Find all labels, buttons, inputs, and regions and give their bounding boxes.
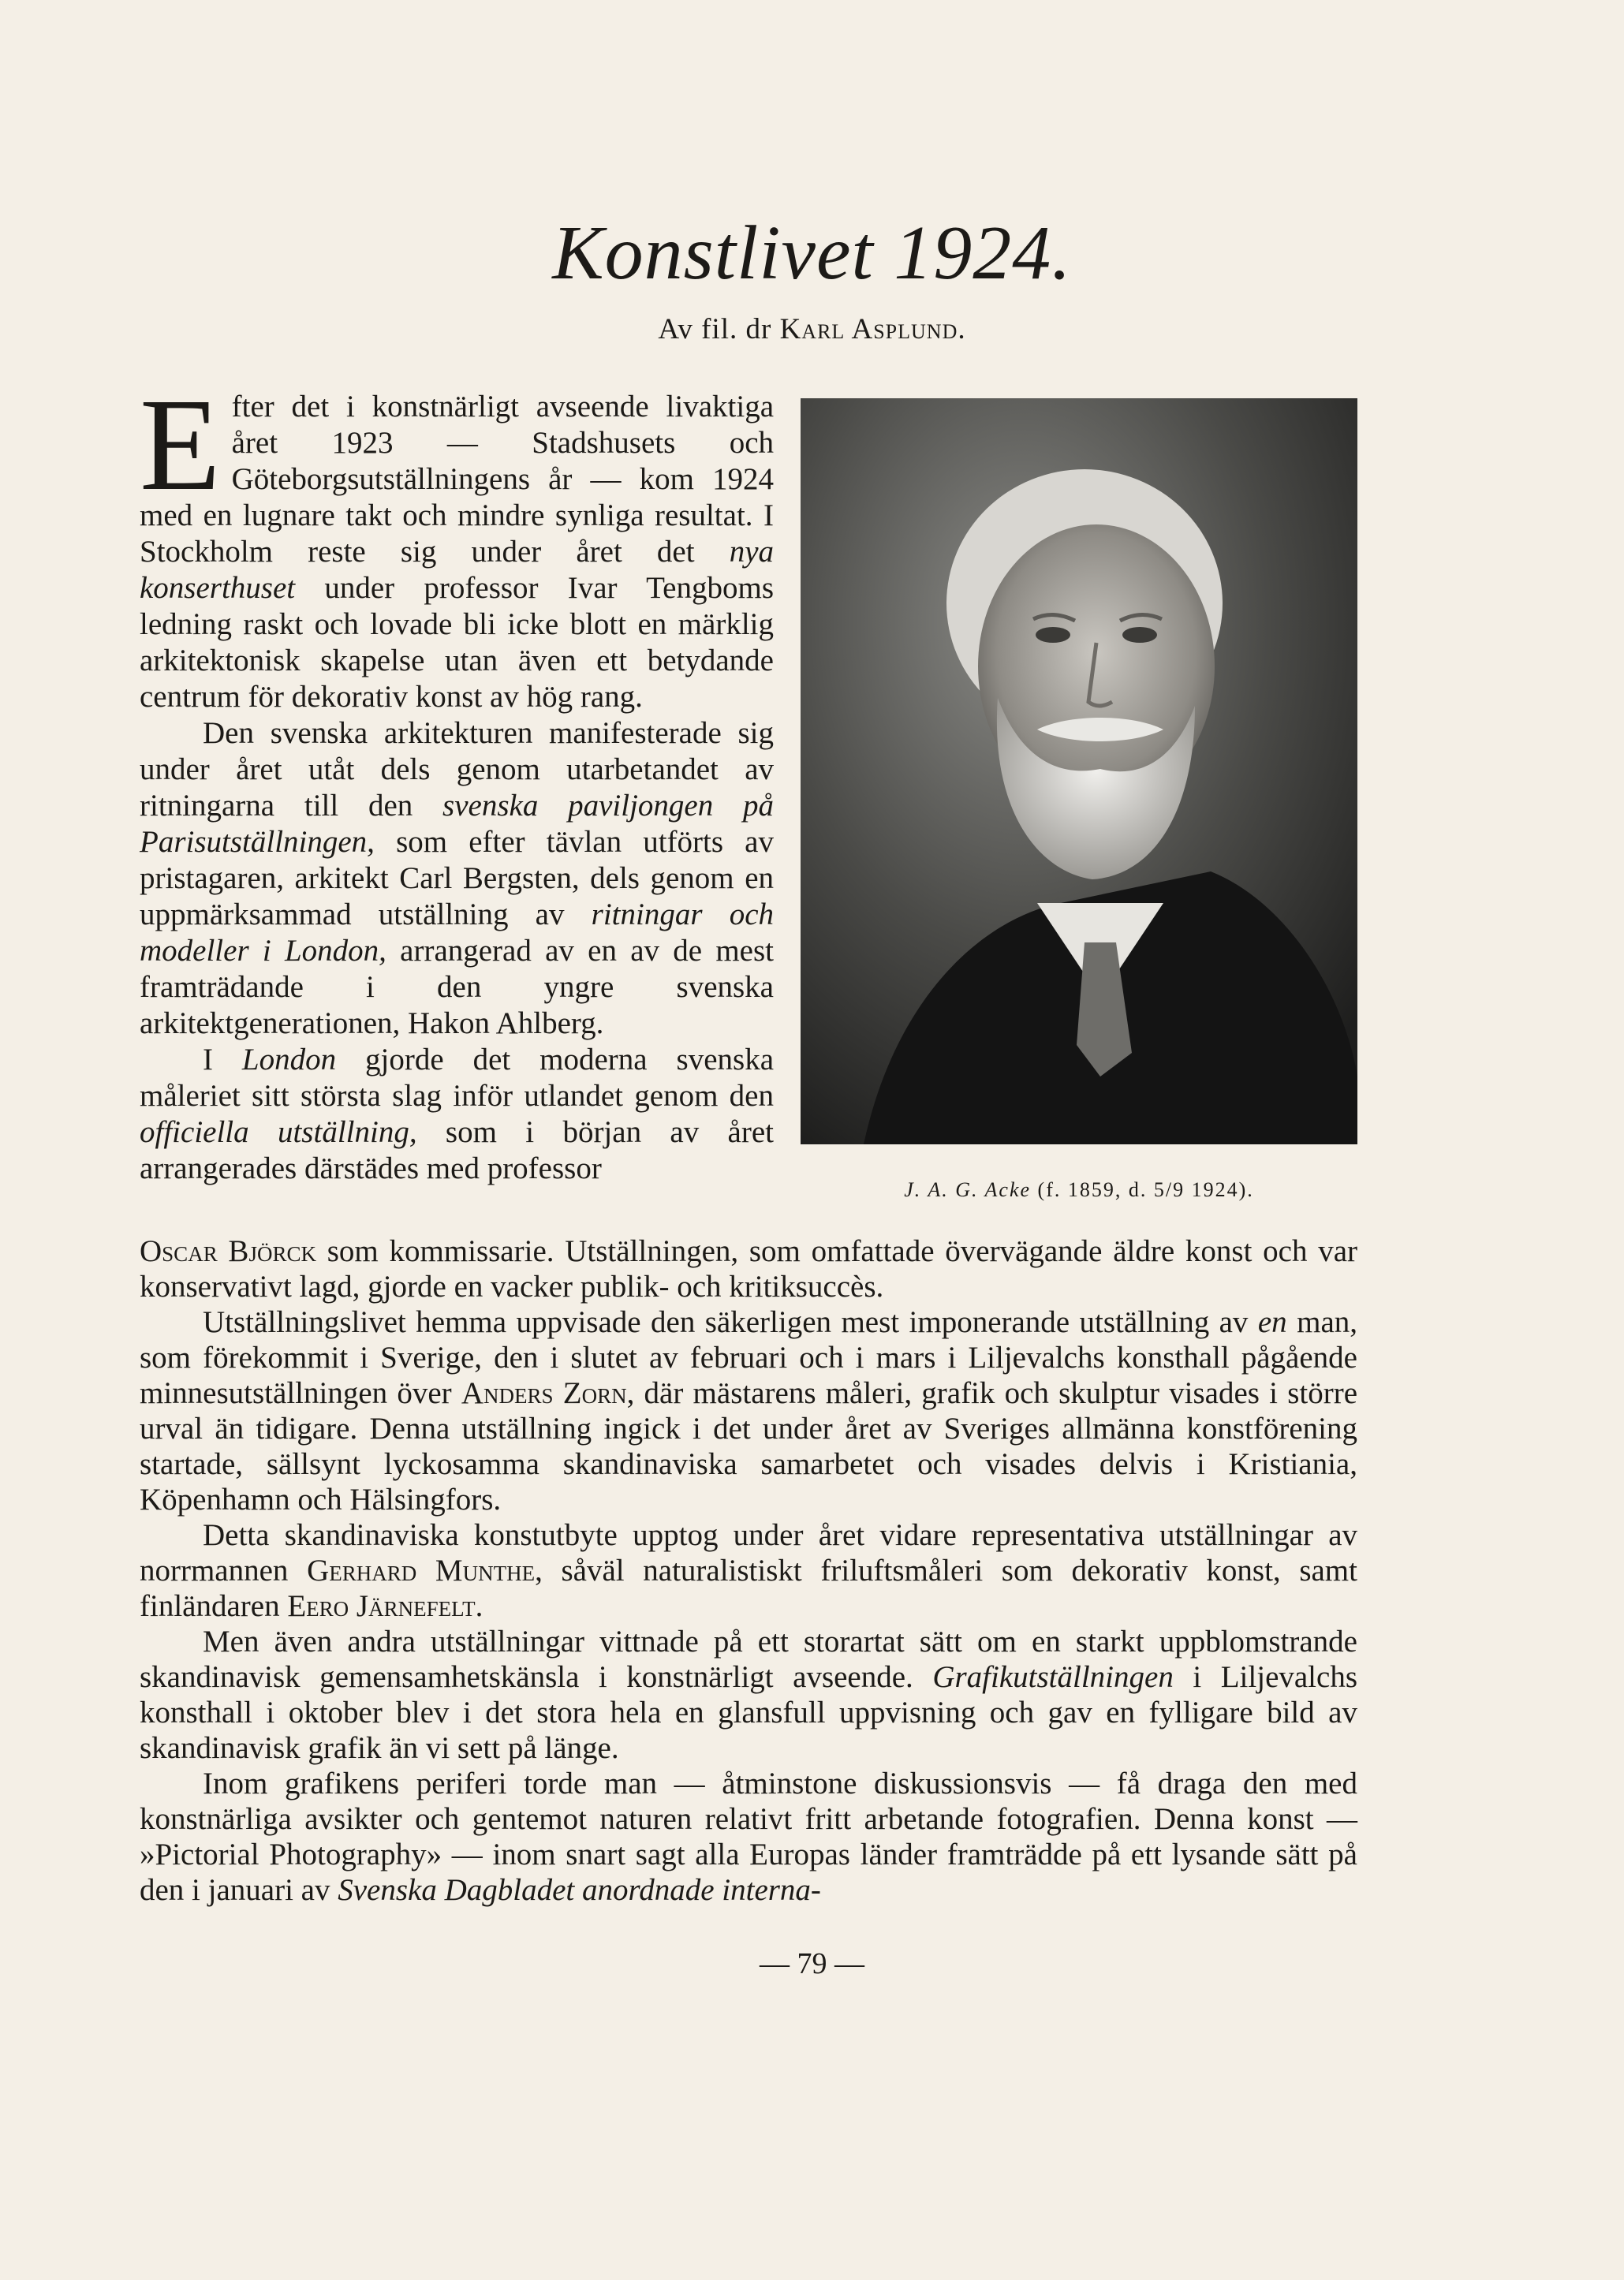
p4-text-a: Utställningslivet hemma uppvisade den säkerligen mest imponerande utställning av	[203, 1305, 1249, 1339]
left-column-text	[140, 371, 774, 1187]
p2-text-a: Den svenska arkitekturen manifesterade sig under året utåt dels genom utarbetandet av ritningarna till den	[140, 716, 774, 823]
paragraph-3-start	[140, 1042, 774, 1187]
paragraph-7	[140, 1766, 1357, 1908]
p4-text-c: där mästarens måleri, grafik och skulptur visades i större urval än tidigare. Denna utställning ingick i det under året av Sveriges allmänna konstförening startade, sällsynt lyckosamma skandinaviska samarbetet och visades delvis i Kristiania, Köpenhamn och Hälsingfors.	[140, 1376, 1358, 1517]
p3-text-c: som i början av året arrangerades därstädes med professor	[140, 1115, 774, 1185]
page-number: — 79 —	[760, 1947, 864, 1980]
p7-emphasis-1: Svenska Dagbladet anordnade interna-	[338, 1873, 821, 1907]
p5-name-munthe: Gerhard Munthe,	[307, 1554, 543, 1588]
paragraph-2	[140, 715, 774, 1042]
full-width-text	[140, 1233, 1357, 1908]
caption-name: J. A. G. Acke	[904, 1178, 1032, 1201]
p3-text-d: som kommissarie. Utställningen, som omfattade övervägande äldre konst och var konservativt lagd, gjorde en vacker publik- och kritiksuccès.	[140, 1234, 1357, 1304]
byline-prefix: Av fil. dr	[658, 313, 772, 345]
p3-emphasis-1: London	[241, 1043, 337, 1077]
p5-name-jarnefelt: Eero Järnefelt.	[287, 1589, 483, 1623]
article-title: Konstlivet 1924.	[552, 211, 1072, 296]
p4-name-zorn: Anders Zorn,	[461, 1376, 635, 1410]
paragraph-3-end	[140, 1233, 1357, 1304]
drop-cap: E	[140, 371, 221, 518]
photo-caption	[801, 1178, 1357, 1202]
p1-emphasis-1: nya konserthuset	[140, 535, 774, 605]
p1-text-a: fter det i konstnärligt avseende livaktiga året 1923 — Stadshusets och Göteborgsutställningens år — kom 1924 med en lugnare takt och mindre synliga resultat. I Stockholm reste sig under året det	[140, 390, 774, 569]
byline	[0, 312, 1624, 346]
p2-emphasis-2: ritningar och modeller i London,	[140, 897, 774, 968]
p2-text-b: som efter tävlan utförts av pristagaren, arkitekt Carl Bergsten, dels genom en uppmärksammad utställning av	[140, 825, 774, 931]
p6-text-a: Men även andra utställningar vittnade på ett storartat sätt om en starkt uppblomstrande skandinavisk gemensamhetskänsla i konstnärligt avseende.	[140, 1625, 1357, 1694]
p5-text-a: Detta skandinaviska konstutbyte upptog under året vidare representativa utställningar av norrmannen	[140, 1518, 1357, 1588]
caption-dates: (f. 1859, d. 5/9 1924).	[1037, 1178, 1254, 1201]
portrait-photo-icon	[801, 398, 1357, 1144]
p2-emphasis-1: svenska paviljongen på Parisutställningen,	[140, 789, 774, 859]
p1-text-b: under professor Ivar Tengboms ledning raskt och lovade bli icke blott en märklig arkitektonisk skapelse utan även ett betydande centrum för dekorativ konst av hög rang.	[140, 571, 774, 714]
p4-emphasis-1: en	[1257, 1305, 1287, 1339]
p7-text-a: Inom grafikens periferi torde man — åtminstone diskussionsvis — få draga den med konstnärliga avsikter och gentemot naturen relativt fritt arbetande fotografien. Denna konst — »Pictorial Photography» — inom snart sagt alla Europas länder framträdde på ett lysande sätt på den i januari av	[140, 1767, 1357, 1907]
p4-text-b: man, som förekommit i Sverige, den i slutet av februari och i mars i Liljevalchs konsthall pågående minnesutställningen över	[140, 1305, 1358, 1410]
paragraph-4	[140, 1304, 1357, 1517]
p6-text-b: i Liljevalchs konsthall i oktober blev i det stora hela en glansfull uppvisning och gav en fylligare bild av skandinavisk grafik än vi sett på länge.	[140, 1660, 1358, 1765]
p3-emphasis-2: officiella utställning,	[140, 1115, 417, 1149]
paragraph-1	[140, 371, 774, 715]
paragraph-5	[140, 1517, 1357, 1624]
portrait-photo	[801, 398, 1357, 1144]
p6-emphasis-1: Grafikutställningen	[932, 1660, 1174, 1694]
p2-text-c: arrangerad av en av de mest framträdande i den yngre svenska arkitektgenerationen, Hakon Ahlberg.	[140, 934, 774, 1040]
p3-text-b: gjorde det moderna svenska måleriet sitt största slag inför utlandet genom den	[140, 1043, 774, 1113]
paragraph-6	[140, 1624, 1357, 1766]
byline-author: Karl Asplund.	[779, 313, 966, 345]
p3-text-a: I	[203, 1043, 213, 1077]
p3-name-bjorck: Oscar Björck	[140, 1234, 316, 1268]
p5-text-b: såväl naturalistiskt friluftsmåleri som dekorativ konst, samt finländaren	[140, 1554, 1357, 1623]
